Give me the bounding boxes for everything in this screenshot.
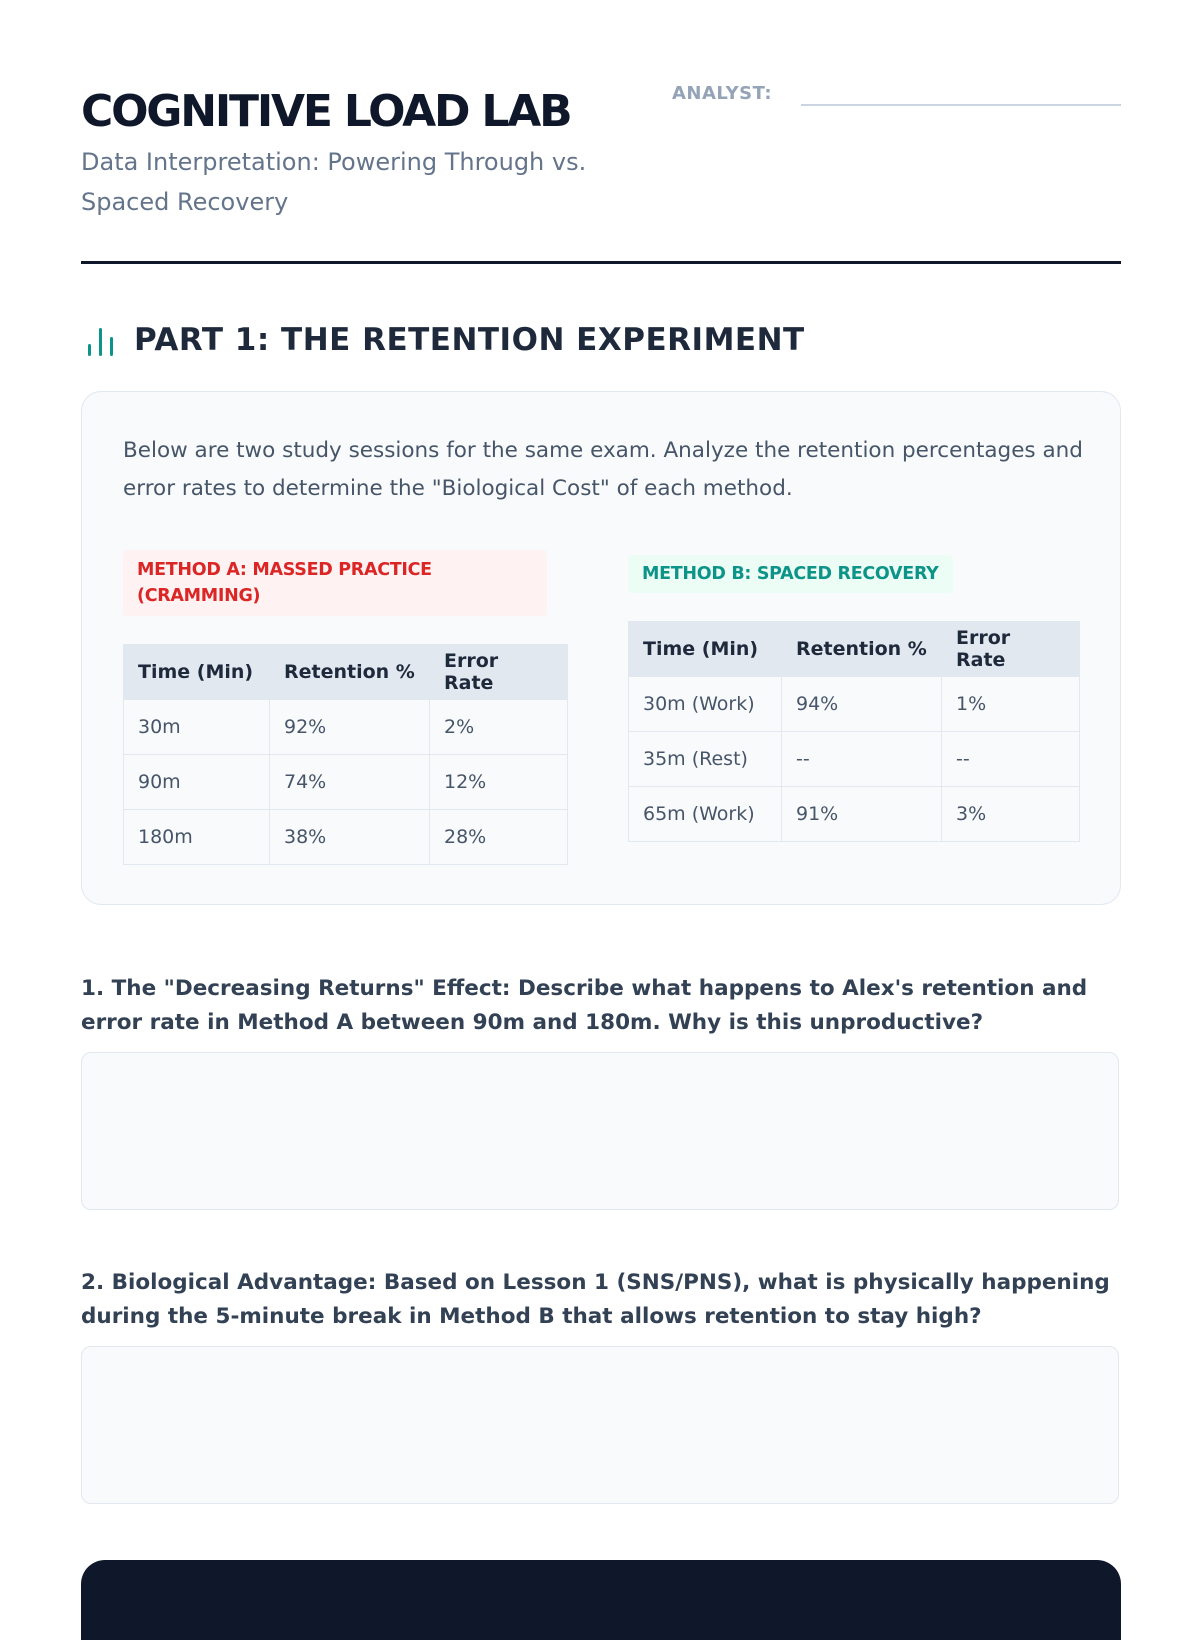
table-cell: -- [782, 732, 942, 787]
table-row [629, 732, 1080, 787]
question-1: 1. The "Decreasing Returns" Effect: Describe what happens to Alex's retention and error rate in Method A between 90m and 180m. Why is this unproductive? [81, 976, 1088, 1035]
analyst-label: ANALYST: [672, 83, 773, 104]
column-header: Error Rate [430, 645, 568, 700]
table-cell: 38% [270, 810, 430, 865]
table-row [629, 787, 1080, 842]
section-heading [81, 320, 1121, 360]
column-header: Retention % [270, 645, 430, 700]
analyst-name-field[interactable] [801, 104, 1121, 106]
answer-field-1[interactable] [81, 1052, 1119, 1210]
question-2: 2. Biological Advantage: Based on Lesson 1 (SNS/PNS), what is physically happening during the 5-minute break in Method B that allows retention to stay high? [81, 1270, 1110, 1329]
experiment-card [81, 391, 1121, 905]
method-b-table [628, 621, 1080, 842]
answer-field-2[interactable] [81, 1346, 1119, 1504]
table-cell: 74% [270, 755, 430, 810]
table-cell: 2% [430, 700, 568, 755]
column-header: Error Rate [942, 622, 1080, 677]
footer-band [81, 1560, 1121, 1640]
table-cell: -- [942, 732, 1080, 787]
table-cell: 94% [782, 677, 942, 732]
column-header: Retention % [782, 622, 942, 677]
section-title: PART 1: THE RETENTION EXPERIMENT [134, 322, 805, 358]
table-cell: 12% [430, 755, 568, 810]
table-row [629, 677, 1080, 732]
table-cell: 30m (Work) [629, 677, 782, 732]
table-cell: 90m [124, 755, 270, 810]
table-cell: 91% [782, 787, 942, 842]
method-a-table [123, 644, 568, 865]
table-cell: 180m [124, 810, 270, 865]
method-b-label: METHOD B: SPACED RECOVERY [628, 555, 953, 593]
table-row [124, 810, 568, 865]
table-cell: 28% [430, 810, 568, 865]
table-cell: 65m (Work) [629, 787, 782, 842]
table-row [124, 755, 568, 810]
table-cell: 30m [124, 700, 270, 755]
page-subtitle: Data Interpretation: Powering Through vs. Spaced Recovery [81, 148, 587, 216]
bar-chart-icon [87, 324, 115, 358]
card-intro: Below are two study sessions for the same exam. Analyze the retention percentages and error rates to determine the "Biological Cost" of each method. [123, 438, 1083, 501]
header [81, 82, 1121, 262]
table-header-row [124, 645, 568, 700]
table-cell: 92% [270, 700, 430, 755]
column-header: Time (Min) [629, 622, 782, 677]
brand-title: COGNITIVE LOAD LAB [81, 86, 571, 137]
table-row [124, 700, 568, 755]
table-cell: 1% [942, 677, 1080, 732]
method-a-label: METHOD A: MASSED PRACTICE (CRAMMING) [123, 550, 547, 616]
table-header-row [629, 622, 1080, 677]
column-header: Time (Min) [124, 645, 270, 700]
table-cell: 35m (Rest) [629, 732, 782, 787]
header-divider [81, 261, 1121, 264]
table-cell: 3% [942, 787, 1080, 842]
